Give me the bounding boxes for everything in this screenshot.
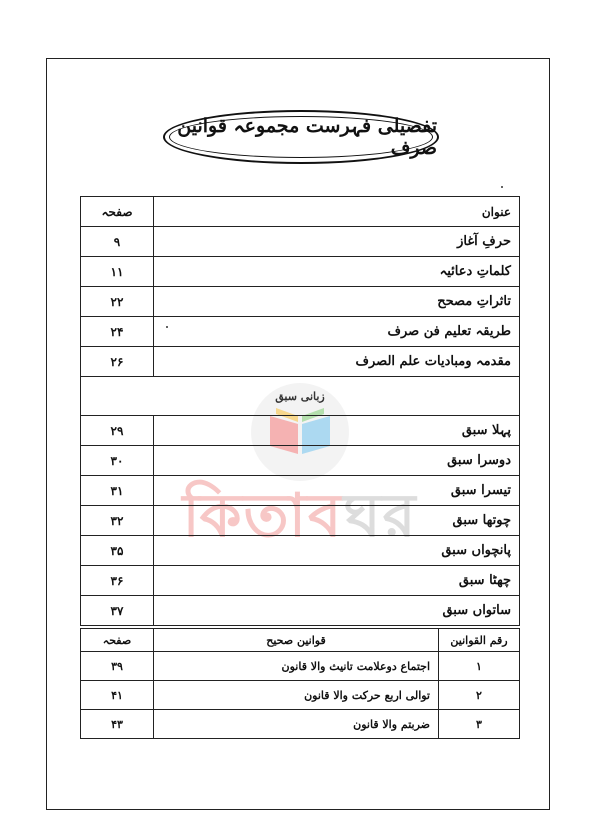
entry-page: ۲۴ [81,317,154,347]
law-num: ۳ [439,710,520,739]
lesson-title: چھٹا سبق [154,566,520,596]
contents-header-title: عنوان [154,197,520,227]
table-row [81,681,520,710]
entry-title: حرفِ آغاز [154,227,520,257]
law-title: ضربتم والا قانون [154,710,439,739]
entry-title: طریقہ تعلیم فن صرف [154,317,520,347]
lesson-page: ۳۶ [81,566,154,596]
laws-table [80,628,520,739]
laws-header-page: صفحہ [81,629,154,652]
entry-page: ۱۱ [81,257,154,287]
entry-title: مقدمہ ومبادیات علم الصرف [154,347,520,377]
lesson-page: ۳۷ [81,596,154,626]
contents-header-row [81,197,520,227]
lesson-title: پہلا سبق [154,416,520,446]
law-page: ۳۹ [81,652,154,681]
law-title: اجتماع دوعلامت تانیث والا قانون [154,652,439,681]
lesson-page: ۳۲ [81,506,154,536]
lesson-page: ۲۹ [81,416,154,446]
law-num: ۱ [439,652,520,681]
table-row [81,506,520,536]
law-title: توالی اربع حرکت والا قانون [154,681,439,710]
laws-header-num: رقم القوانین [439,629,520,652]
table-row [81,416,520,446]
watermark-text-main: কিতাব [182,481,344,551]
entry-title: کلماتِ دعائیہ [154,257,520,287]
entry-title: تاثراتِ مصحح [154,287,520,317]
entry-page: ۲۶ [81,347,154,377]
law-page: ۴۱ [81,681,154,710]
law-page: ۴۳ [81,710,154,739]
laws-header-law: قوانین صحیح [154,629,439,652]
section-label: زبانی سبق [81,377,520,416]
table-row [81,476,520,506]
lesson-page: ۳۱ [81,476,154,506]
lesson-page: ۳۰ [81,446,154,476]
table-row [81,347,520,377]
table-row [81,446,520,476]
table-row [81,257,520,287]
entry-page: ۲۲ [81,287,154,317]
lesson-title: چوتھا سبق [154,506,520,536]
section-row [81,377,520,416]
speck [501,186,503,188]
lesson-title: دوسرا سبق [154,446,520,476]
table-row [81,287,520,317]
table-row [81,652,520,681]
contents-header-page: صفحہ [81,197,154,227]
lesson-title: ساتواں سبق [154,596,520,626]
title-cartouche [163,110,439,164]
table-row [81,596,520,626]
watermark-text-second: ঘর [343,481,418,551]
table-row [81,536,520,566]
lesson-page: ۳۵ [81,536,154,566]
page-title: تفصیلی فہرست مجموعہ قوانین صرف [177,115,437,159]
table-row [81,710,520,739]
table-row [81,317,520,347]
lesson-title: تیسرا سبق [154,476,520,506]
lesson-title: پانچواں سبق [154,536,520,566]
contents-table [80,196,520,626]
laws-header-row [81,629,520,652]
law-num: ۲ [439,681,520,710]
entry-page: ۹ [81,227,154,257]
table-row [81,566,520,596]
table-row [81,227,520,257]
